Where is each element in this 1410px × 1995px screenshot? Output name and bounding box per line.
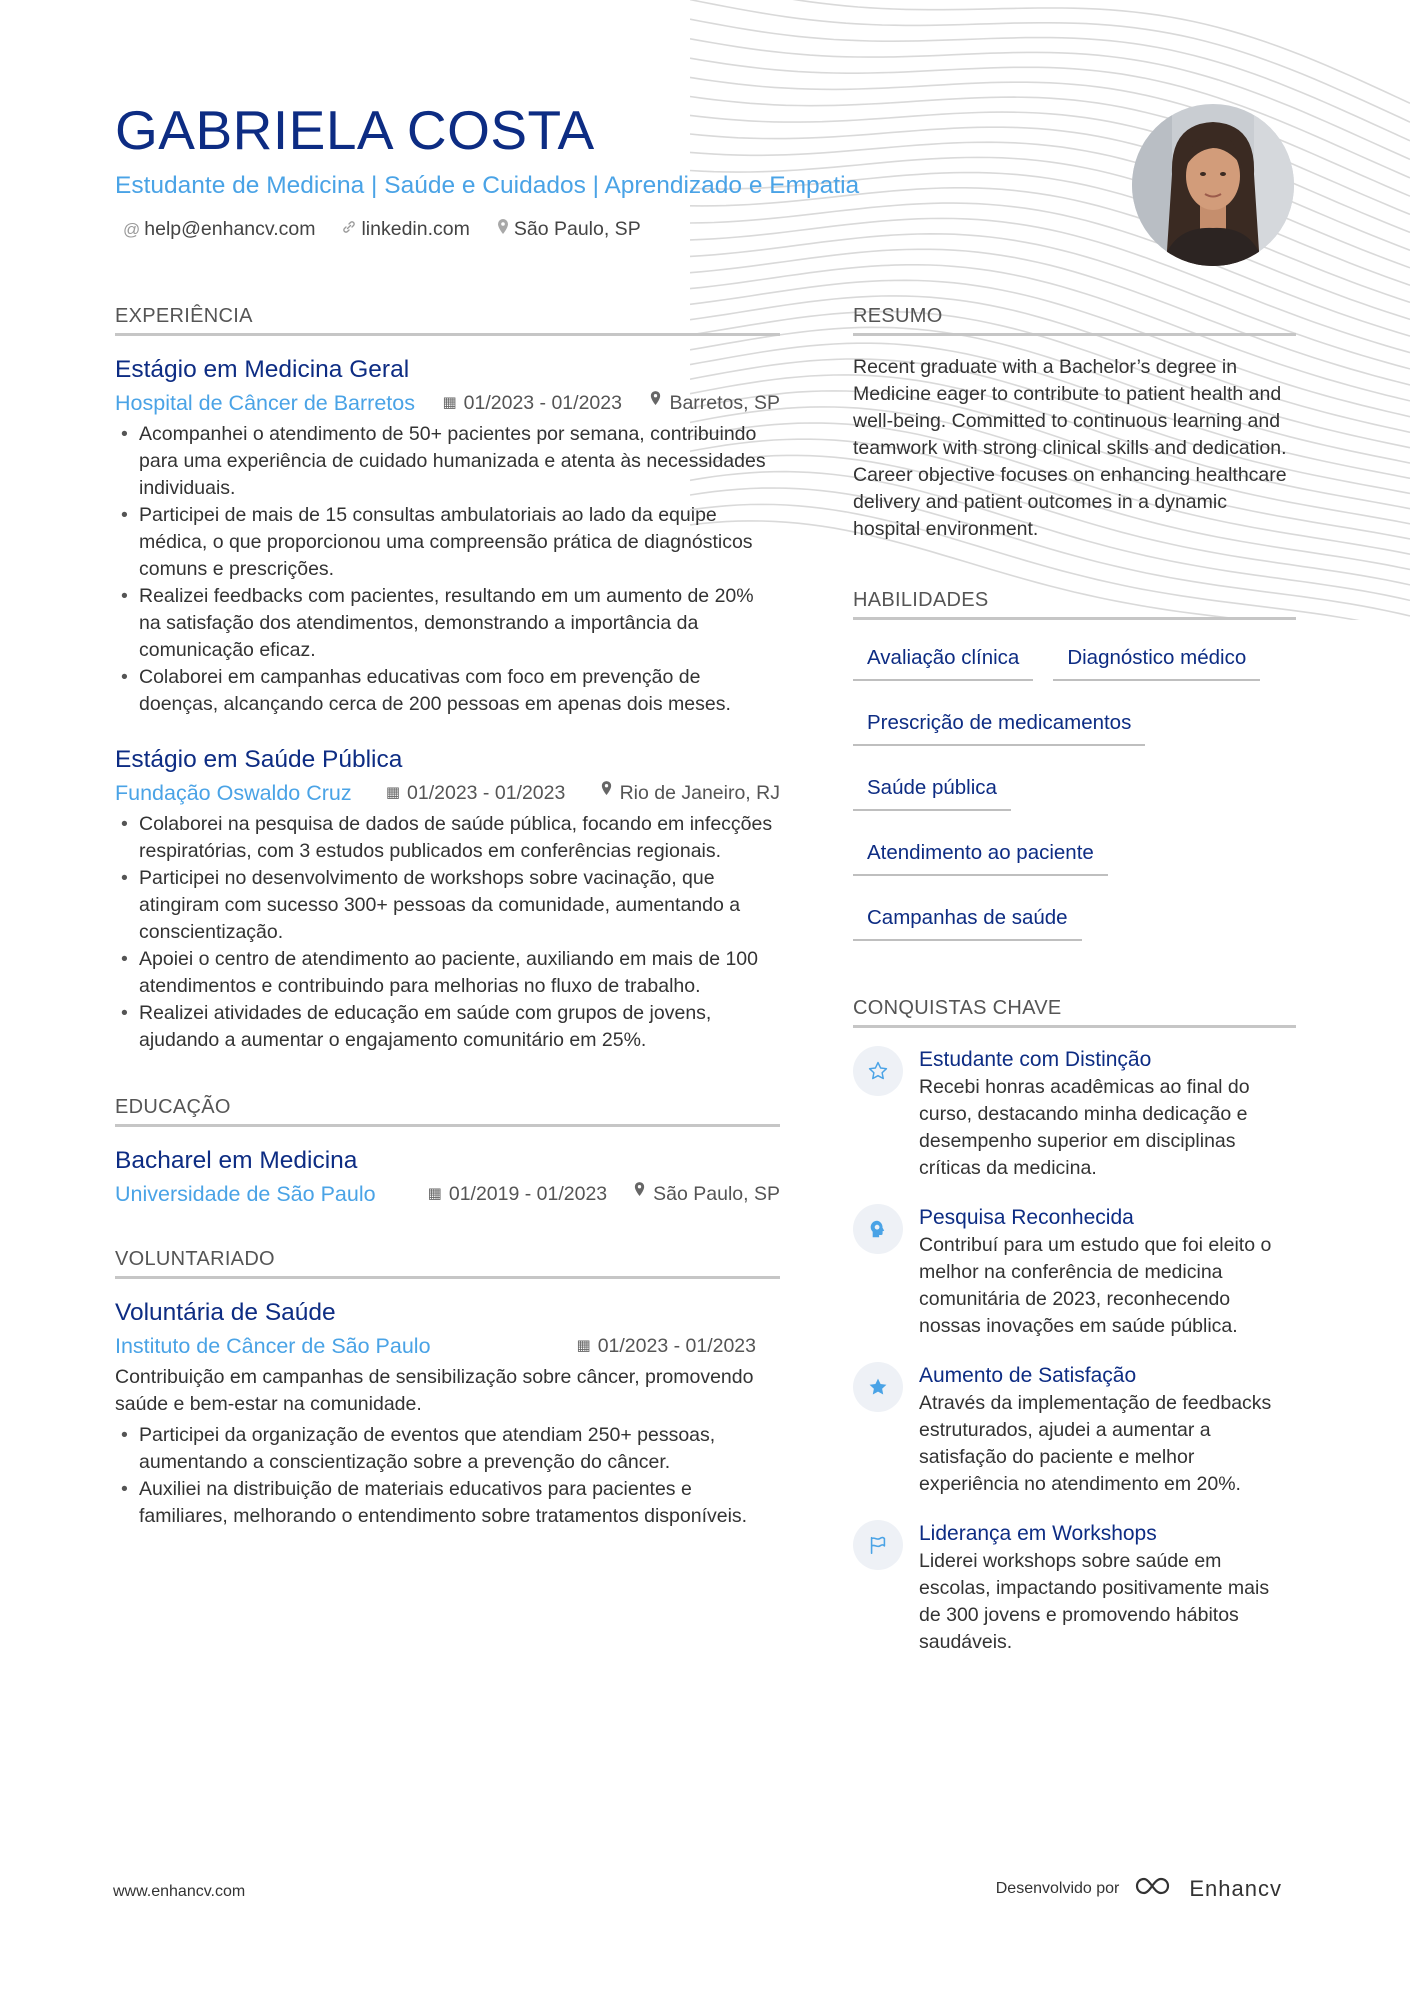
profile-photo bbox=[1132, 104, 1294, 266]
list-item: • Participei da organização de eventos que atendiam 250+ pessoas, aumentando a conscientização sobre a prevenção do câncer. bbox=[115, 1422, 780, 1476]
employer: Hospital de Câncer de Barretos bbox=[115, 391, 415, 415]
volunteer-role: Voluntária de Saúde bbox=[115, 1299, 336, 1326]
job-bullets bbox=[115, 421, 780, 718]
skill-tag: Diagnóstico médico bbox=[1053, 638, 1260, 681]
skill-tag: Prescrição de medicamentos bbox=[853, 703, 1145, 746]
section-title-achievements: CONQUISTAS CHAVE bbox=[853, 995, 1296, 1028]
contact-location bbox=[496, 218, 641, 241]
calendar-icon: ▦ bbox=[385, 784, 401, 801]
skill-tag: Campanhas de saúde bbox=[853, 898, 1082, 941]
location-text: Barretos, SP bbox=[669, 392, 780, 414]
experience-entry bbox=[115, 744, 780, 1054]
calendar-icon: ▦ bbox=[427, 1185, 442, 1202]
skill-tag: Atendimento ao paciente bbox=[853, 833, 1108, 876]
achievement-item bbox=[853, 1362, 1296, 1498]
dates-text: 01/2023 - 01/2023 bbox=[597, 1335, 756, 1357]
enhancv-logo-icon bbox=[1131, 1873, 1177, 1904]
at-icon: @ bbox=[123, 219, 141, 239]
list-item: • Participei no desenvolvimento de workshops sobre vacinação, que atingiram com sucesso 300+ pessoas da comunidade, aumentando a conscientização. bbox=[115, 865, 780, 946]
section-title-experience: EXPERIÊNCIA bbox=[115, 303, 780, 336]
footer-website[interactable]: www.enhancv.com bbox=[113, 1883, 246, 1900]
volunteer-entry bbox=[115, 1297, 780, 1530]
flag-icon bbox=[853, 1520, 903, 1570]
achievement-item bbox=[853, 1046, 1296, 1182]
dates-text: 01/2023 - 01/2023 bbox=[407, 782, 566, 804]
employer: Fundação Oswaldo Cruz bbox=[115, 781, 352, 805]
job-location bbox=[649, 389, 780, 417]
experience-entry bbox=[115, 354, 780, 718]
section-title-skills: HABILIDADES bbox=[853, 587, 1296, 620]
resume-header bbox=[115, 100, 1115, 241]
achievement-description: Através da implementação de feedbacks estruturados, ajudei a aumentar a satisfação do paciente e melhor experiência no atendimento em 20%. bbox=[919, 1392, 1272, 1495]
linkedin-text: linkedin.com bbox=[361, 218, 470, 240]
achievement-title: Pesquisa Reconhecida bbox=[919, 1206, 1134, 1229]
achievement-title: Estudante com Distinção bbox=[919, 1048, 1152, 1071]
degree-title: Bacharel em Medicina bbox=[115, 1147, 358, 1174]
contact-email[interactable] bbox=[123, 218, 315, 241]
job-title: Estágio em Medicina Geral bbox=[115, 356, 410, 383]
achievement-item bbox=[853, 1204, 1296, 1340]
job-location bbox=[600, 779, 780, 807]
education-location bbox=[633, 1180, 780, 1208]
footer-powered-by bbox=[996, 1873, 1282, 1904]
map-pin-icon bbox=[496, 218, 510, 241]
volunteer-org: Instituto de Câncer de São Paulo bbox=[115, 1334, 431, 1358]
head-brain-icon bbox=[853, 1204, 903, 1254]
calendar-icon: ▦ bbox=[442, 394, 457, 411]
star-filled-icon bbox=[853, 1362, 903, 1412]
map-pin-icon bbox=[649, 389, 662, 417]
section-title-education: EDUCAÇÃO bbox=[115, 1094, 780, 1127]
education-meta bbox=[115, 1180, 780, 1208]
brand-name: Enhancv bbox=[1189, 1875, 1282, 1901]
list-item: • Apoiei o centro de atendimento ao paciente, auxiliando em mais de 100 atendimentos e contribuindo para melhorias no fluxo de trabalho. bbox=[115, 946, 780, 1000]
left-column bbox=[115, 303, 780, 1556]
candidate-headline: Estudante de Medicina | Saúde e Cuidados | Aprendizado e Empatia bbox=[115, 172, 860, 199]
skills-list bbox=[853, 638, 1296, 941]
education-entry bbox=[115, 1145, 780, 1208]
contact-linkedin[interactable] bbox=[341, 218, 469, 241]
link-icon bbox=[341, 219, 357, 240]
list-item: • Auxiliei na distribuição de materiais educativos para pacientes e familiares, melhorando o entendimento sobre tratamentos disponíveis. bbox=[115, 1476, 780, 1530]
achievement-title: Liderança em Workshops bbox=[919, 1522, 1157, 1545]
dates-text: 01/2023 - 01/2023 bbox=[463, 392, 622, 414]
powered-by-text: Desenvolvido por bbox=[995, 1879, 1120, 1897]
location-text: São Paulo, SP bbox=[513, 218, 641, 240]
candidate-name: GABRIELA COSTA bbox=[115, 99, 595, 161]
section-title-volunteer: VOLUNTARIADO bbox=[115, 1246, 780, 1279]
job-dates bbox=[442, 389, 622, 417]
list-item: • Realizei feedbacks com pacientes, resultando em um aumento de 20% na satisfação dos atendimentos, demonstrando a importância da comunicação eficaz. bbox=[115, 583, 780, 664]
skill-tag: Saúde pública bbox=[853, 768, 1011, 811]
location-text: Rio de Janeiro, RJ bbox=[619, 782, 780, 804]
dates-text: 01/2019 - 01/2023 bbox=[448, 1183, 608, 1205]
volunteer-bullets bbox=[115, 1422, 780, 1530]
location-text: São Paulo, SP bbox=[653, 1183, 780, 1205]
achievement-description: Recebi honras acadêmicas ao final do curso, destacando minha dedicação e desempenho superior em disciplinas críticas da medicina. bbox=[919, 1076, 1250, 1179]
job-dates bbox=[386, 779, 566, 807]
contact-row bbox=[115, 218, 1115, 241]
email-text: help@enhancv.com bbox=[144, 218, 316, 240]
map-pin-icon bbox=[633, 1180, 646, 1208]
star-outline-icon bbox=[853, 1046, 903, 1096]
achievement-description: Liderei workshops sobre saúde em escolas, impactando positivamente mais de 300 jovens e promovendo hábitos saudáveis. bbox=[919, 1550, 1270, 1653]
list-item: • Acompanhei o atendimento de 50+ pacientes por semana, contribuindo para uma experiência de cuidado humanizada e atenta às necessidades individuais. bbox=[115, 421, 780, 502]
job-bullets bbox=[115, 811, 780, 1054]
wave-line bbox=[690, 0, 1410, 103]
skill-tag: Avaliação clínica bbox=[853, 638, 1033, 681]
achievement-item bbox=[853, 1520, 1296, 1656]
volunteer-meta bbox=[115, 1332, 780, 1360]
education-dates bbox=[428, 1180, 608, 1208]
list-item: • Realizei atividades de educação em saúde com grupos de jovens, ajudando a aumentar o engajamento comunitário em 25%. bbox=[115, 1000, 780, 1054]
school: Universidade de São Paulo bbox=[115, 1182, 376, 1206]
list-item: • Colaborei em campanhas educativas com foco em prevenção de doenças, alcançando cerca de 200 pessoas em apenas dois meses. bbox=[115, 664, 780, 718]
summary-text: Recent graduate with a Bachelor’s degree in Medicine eager to contribute to patient health and well-being. Committed to continuous learning and teamwork with strong clinical skills and dedication. Career objective focuses on enhancing healthcare delivery and patient outcomes in a dynamic hospital environment. bbox=[853, 356, 1287, 540]
section-title-summary: RESUMO bbox=[853, 303, 1296, 336]
achievement-title: Aumento de Satisfação bbox=[919, 1364, 1137, 1387]
list-item: • Participei de mais de 15 consultas ambulatoriais ao lado da equipe médica, o que proporcionou uma compreensão prática de diagnósticos comuns e prescrições. bbox=[115, 502, 780, 583]
map-pin-icon bbox=[600, 779, 613, 807]
volunteer-description: Contribuição em campanhas de sensibilização sobre câncer, promovendo saúde e bem-estar na comunidade. bbox=[115, 1366, 754, 1415]
job-meta bbox=[115, 779, 780, 807]
right-column bbox=[853, 303, 1296, 1678]
volunteer-dates bbox=[577, 1332, 757, 1360]
job-meta bbox=[115, 389, 780, 417]
calendar-icon: ▦ bbox=[576, 1337, 591, 1354]
list-item: • Colaborei na pesquisa de dados de saúde pública, focando em infecções respiratórias, com 3 estudos publicados em conferências regionais. bbox=[115, 811, 780, 865]
achievement-description: Contribuí para um estudo que foi eleito o melhor na conferência de medicina comunitária de 2023, reconhecendo nossas inovações em saúde pública. bbox=[919, 1234, 1272, 1337]
job-title: Estágio em Saúde Pública bbox=[115, 746, 403, 773]
